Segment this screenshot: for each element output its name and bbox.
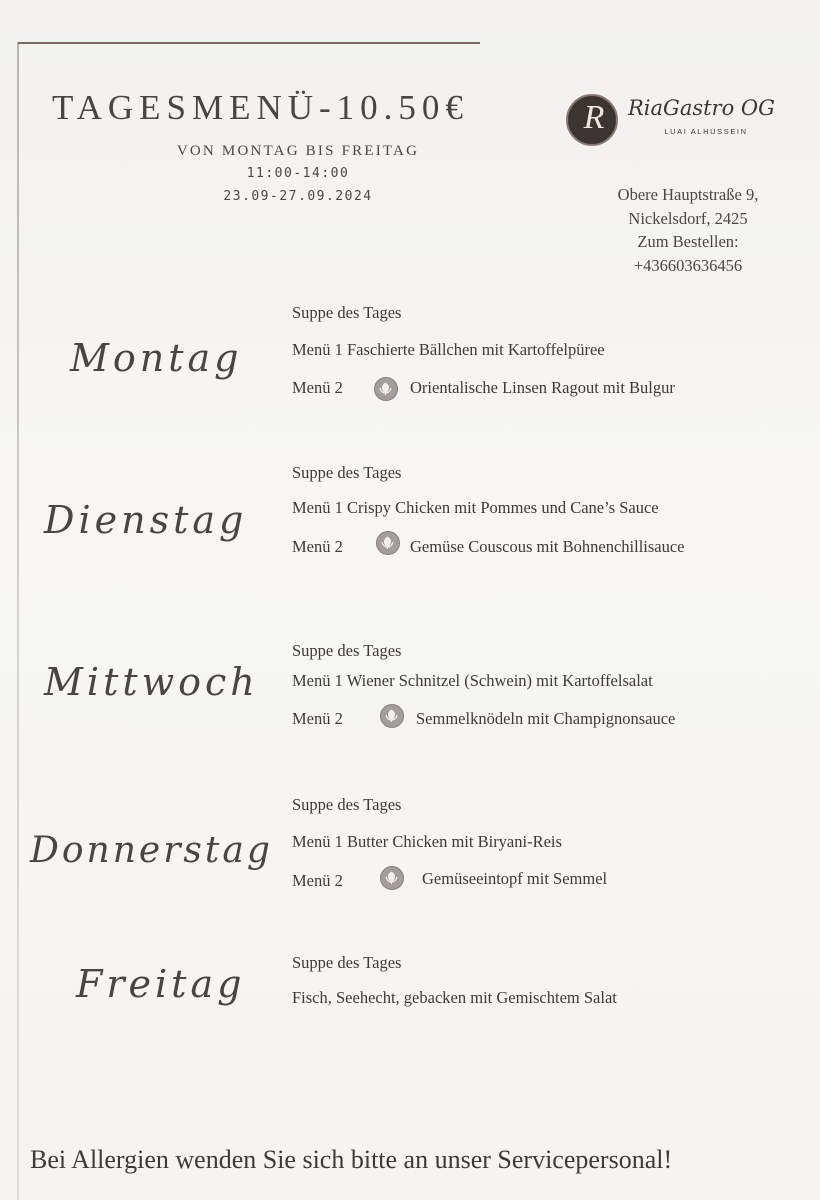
vegetarian-leaf-icon [376,531,400,555]
menu1-dienstag: Menü 1 Crispy Chicken mit Pommes und Cane’s Sauce [292,498,659,517]
menu-title: TAGESMENÜ-10.50€ [52,88,469,127]
soup-montag: Suppe des Tages [292,303,402,322]
allergy-notice: Bei Allergien wenden Sie sich bitte an unser Servicepersonal! [30,1145,673,1174]
day-label-mittwoch: Mittwoch [44,660,259,704]
soup-dienstag: Suppe des Tages [292,463,402,482]
menu2-label-montag: Menü 2 [292,378,343,397]
menu2-donnerstag: Gemüseeintopf mit Semmel [422,869,608,888]
menu1-donnerstag: Menü 1 Butter Chicken mit Biryani-Reis [292,832,562,851]
soup-donnerstag: Suppe des Tages [292,795,402,814]
menu2-dienstag: Gemüse Couscous mit Bohnenchillisauce [410,537,685,556]
menu1-mittwoch: Menü 1 Wiener Schnitzel (Schwein) mit Kartoffelsalat [292,671,653,690]
restaurant-name: RiaGastro OG [628,96,775,120]
day-label-montag: Montag [70,336,243,380]
top-divider [18,42,480,44]
menu2-montag: Orientalische Linsen Ragout mit Bulgur [410,378,675,397]
menu2-label-dienstag: Menü 2 [292,537,343,556]
date-range: 23.09-27.09.2024 [223,189,373,204]
vegetarian-leaf-icon [380,866,404,890]
logo-letter: R [583,99,605,136]
day-label-donnerstag: Donnerstag [30,830,273,871]
soup-mittwoch: Suppe des Tages [292,641,402,660]
contact-block [574,183,802,277]
vegetarian-leaf-icon [380,704,404,728]
weekday-range: VON MONTAG BIS FREITAG [176,143,420,159]
soup-freitag: Suppe des Tages [292,953,402,972]
address-city: Nickelsdorf, 2425 [628,208,748,228]
menu2-label-mittwoch: Menü 2 [292,709,343,728]
phone-number: +436603636456 [633,255,743,275]
menu2-mittwoch: Semmelknödeln mit Champignonsauce [416,709,676,728]
day-label-dienstag: Dienstag [44,498,248,542]
service-hours: 11:00-14:00 [246,166,350,181]
day-label-freitag: Freitag [76,962,246,1006]
menu2-label-donnerstag: Menü 2 [292,871,343,890]
address-street: Obere Hauptstraße 9, [617,185,759,204]
menu1-montag: Menü 1 Faschierte Bällchen mit Kartoffelpüree [292,340,605,359]
owner-name: LUAI ALHUSSEIN [664,127,748,136]
vegetarian-leaf-icon [374,377,398,401]
restaurant-logo [566,94,786,154]
order-label: Zum Bestellen: [637,232,739,251]
logo-badge [566,94,618,146]
paper-edge [17,42,19,1200]
menu1-freitag: Fisch, Seehecht, gebacken mit Gemischtem Salat [292,988,617,1007]
